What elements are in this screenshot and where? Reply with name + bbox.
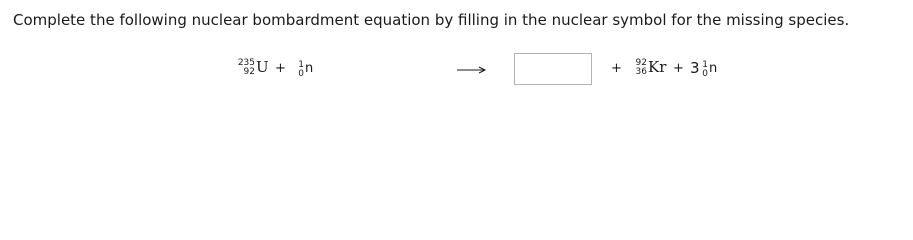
krypton-atomic-number: 36 (635, 67, 647, 77)
neutron-symbol: n (305, 61, 314, 76)
product-neutron-symbol: n (709, 61, 718, 76)
reaction-arrow-icon (457, 65, 487, 75)
neutron-coefficient: 3 (690, 59, 700, 77)
missing-species-input[interactable] (514, 53, 592, 85)
uranium-symbol: U (256, 58, 269, 76)
uranium-mass-number: 235 (237, 58, 255, 68)
plus-sign: + (275, 61, 286, 76)
krypton-mass-number: 92 (635, 58, 647, 68)
question-prompt: Complete the following nuclear bombardment equation by filling in the nuclear symbol for the missing species. (13, 11, 850, 29)
krypton-symbol: Kr (648, 58, 667, 76)
plus-sign: + (611, 61, 622, 76)
product-neutron-atomic-number: 0 (702, 69, 708, 79)
neutron-mass-number: 1 (298, 60, 304, 70)
neutron-atomic-number: 0 (298, 69, 304, 79)
product-neutron-mass-number: 1 (702, 60, 708, 70)
plus-sign: + (673, 61, 684, 76)
uranium-atomic-number: 92 (243, 67, 255, 77)
